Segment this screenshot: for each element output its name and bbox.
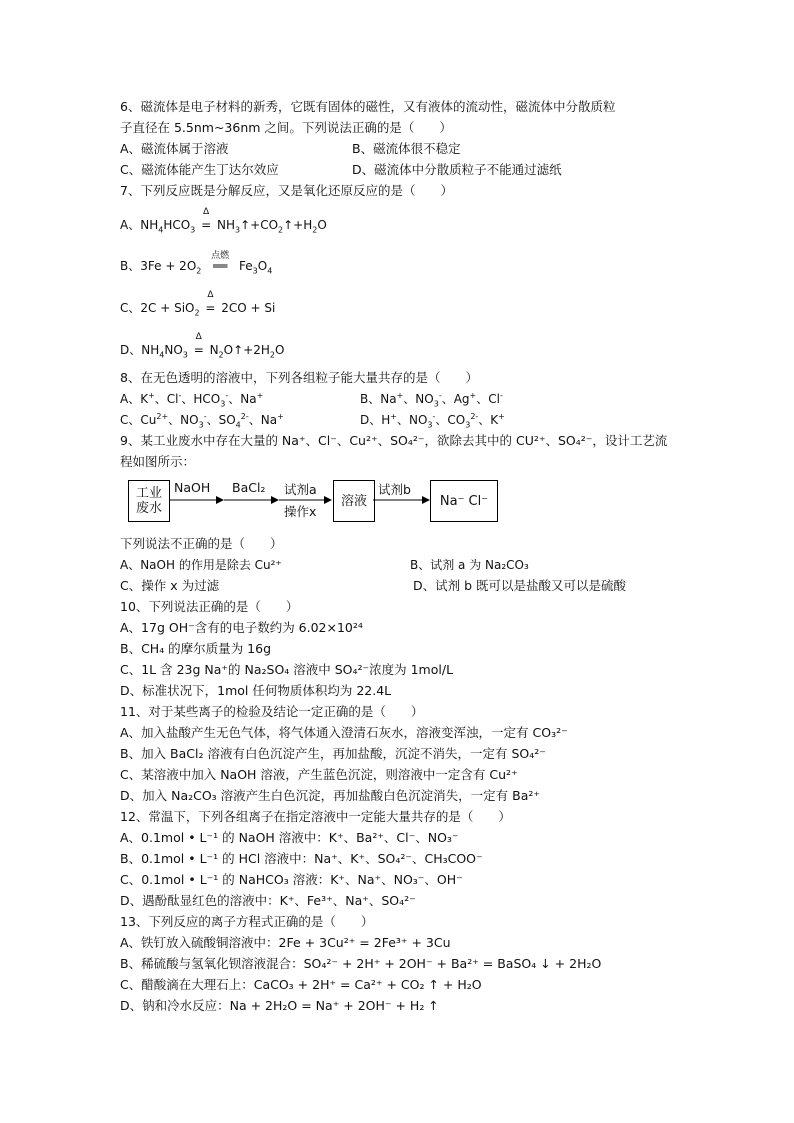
q6-option-a: A、磁流体属于溶液 bbox=[120, 141, 229, 156]
q11-stem: 11、对于某些离子的检验及结论一定正确的是（ ） bbox=[120, 704, 424, 719]
q12-option-b: B、0.1mol • L⁻¹ 的 HCl 溶液中：Na⁺、K⁺、SO₄²⁻、CH₃COO⁻ bbox=[120, 851, 483, 866]
q9-question: 下列说法不正确的是（ ） bbox=[120, 536, 283, 551]
q6-stem-line2: 子直径在 5.5nm~36nm 之间。下列说法正确的是（ ） bbox=[120, 120, 452, 135]
q8-option-d: D、H+、$NO_3^-$、$CO_3^{2-}$、K+ bbox=[360, 412, 505, 430]
q8-option-a: A、K+、Cl-、$HCO_3^-$、Na+ bbox=[120, 391, 264, 409]
q10-option-c: C、1L 含 23g Na⁺的 Na₂SO₄ 溶液中 SO₄²⁻浓度为 1mol/L bbox=[120, 662, 454, 677]
q6-option-c: C、磁流体能产生丁达尔效应 bbox=[120, 162, 279, 177]
q6-option-b: B、磁流体很不稳定 bbox=[352, 141, 461, 156]
heat-condition: Δ = bbox=[205, 290, 216, 315]
q13-option-b: B、稀硫酸与氢氧化钡溶液混合：SO₄²⁻ + 2H⁺ + 2OH⁻ + Ba²⁺ = BaSO₄ ↓ + 2H₂O bbox=[120, 956, 602, 971]
q13-option-d: D、钠和冷水反应：Na + 2H₂O = Na⁺ + 2OH⁻ + H₂ ↑ bbox=[120, 998, 439, 1013]
q12-option-d: D、遇酚酞显红色的溶液中：K⁺、Fe³⁺、Na⁺、SO₄²⁻ bbox=[120, 893, 416, 908]
flow-box1-line1: 工业 bbox=[135, 486, 162, 501]
q11-option-c: C、某溶液中加入 NaOH 溶液，产生蓝色沉淀，则溶液中一定含有 Cu²⁺ bbox=[120, 767, 518, 782]
q13-option-c: C、醋酸滴在大理石上：CaCO₃ + 2H⁺ = Ca²⁺ + CO₂ ↑ + H₂O bbox=[120, 977, 482, 992]
q6-option-d: D、磁流体中分散质粒子不能通过滤纸 bbox=[352, 162, 562, 177]
q7-stem: 7、下列反应既是分解反应，又是氧化还原反应的是（ ） bbox=[120, 183, 453, 198]
flow-box-product: Na⁻ Cl⁻ bbox=[430, 480, 498, 522]
q11-option-b: B、加入 BaCl₂ 溶液有白色沉淀产生，再加盐酸，沉淀不消失，一定有 SO₄²⁻ bbox=[120, 746, 546, 761]
q9-option-c: C、操作 x 为过滤 bbox=[120, 578, 220, 593]
q6-stem-line1: 6、磁流体是电子材料的新秀，它既有固体的磁性，又有液体的流动性，磁流体中分散质粒 bbox=[120, 99, 616, 114]
q12-option-c: C、0.1mol • L⁻¹ 的 NaHCO₃ 溶液：K⁺、Na⁺、NO₃⁻、OH⁻ bbox=[120, 872, 463, 887]
flow-step-reagent-a: 试剂a bbox=[284, 482, 317, 497]
q10-option-d: D、标准状况下，1mol 任何物质体积均为 22.4L bbox=[120, 683, 392, 698]
flow-step-bacl2: BaCl₂ bbox=[232, 480, 266, 495]
flow-box-solution: 溶液 bbox=[333, 480, 375, 522]
flow-step-operation-x: 操作x bbox=[284, 504, 317, 519]
ignite-condition: 点燃 ══ bbox=[211, 251, 230, 273]
process-flow-diagram bbox=[128, 476, 508, 524]
q9-option-d: D、试剂 b 既可以是盐酸又可以是硫酸 bbox=[413, 578, 627, 593]
q7-b-label: B、 bbox=[120, 259, 141, 273]
q9-stem-line1: 9、某工业废水中存在大量的 Na⁺、Cl⁻、Cu²⁺、SO₄²⁻，欲除去其中的 CU²⁺、SO₄²⁻，设计工艺流 bbox=[120, 433, 668, 448]
flow-box1-line2: 废水 bbox=[135, 501, 162, 516]
q8-option-c: C、$Cu^{2+}$、$NO_3^-$、$SO_4^{2-}$、Na+ bbox=[120, 412, 284, 430]
flow-step-naoh: NaOH bbox=[174, 480, 211, 495]
q7-option-b: B、$3Fe + 2O_2$ 点燃 ══ $Fe_3O_4$ bbox=[120, 251, 273, 276]
q12-option-a: A、0.1mol • L⁻¹ 的 NaOH 溶液中：K⁺、Ba²⁺、Cl⁻、NO₃⁻ bbox=[120, 830, 459, 845]
q7-a-label: A、 bbox=[120, 218, 141, 232]
heat-condition: Δ = bbox=[193, 332, 204, 357]
q11-option-d: D、加入 Na₂CO₃ 溶液产生白色沉淀，再加盐酸白色沉淀消失，一定有 Ba²⁺ bbox=[120, 788, 540, 803]
heat-condition: Δ = bbox=[201, 207, 212, 232]
q8-stem: 8、在无色透明的溶液中，下列各组粒子能大量共存的是（ ） bbox=[120, 370, 478, 385]
q10-option-a: A、17g OH⁻含有的电子数约为 6.02×10²⁴ bbox=[120, 620, 363, 635]
q7-option-c: C、2C + SiO$_2$ Δ = 2CO + Si bbox=[120, 290, 276, 318]
q9-option-a: A、NaOH 的作用是除去 Cu²⁺ bbox=[120, 558, 282, 572]
q13-option-a: A、铁钉放入硫酸铜溶液中：2Fe + 3Cu²⁺ = 2Fe³⁺ + 3Cu bbox=[120, 935, 451, 950]
q8-option-b: B、Na+、$NO_3^-$、Ag+、Cl- bbox=[360, 391, 503, 409]
q11-option-a: A、加入盐酸产生无色气体，将气体通入澄清石灰水，溶液变浑浊，一定有 CO₃²⁻ bbox=[120, 725, 568, 740]
q10-option-b: B、CH₄ 的摩尔质量为 16g bbox=[120, 641, 272, 656]
flow-step-reagent-b: 试剂b bbox=[378, 482, 411, 497]
q7-d-label: D、 bbox=[120, 343, 142, 357]
q10-stem: 10、下列说法正确的是（ ） bbox=[120, 599, 299, 614]
q7-c-label: C、 bbox=[120, 301, 141, 315]
q13-stem: 13、下列反应的离子方程式正确的是（ ） bbox=[120, 914, 374, 929]
q7-option-d: D、$NH_4NO_3$ Δ = $N_2O↑+2H_2O$ bbox=[120, 332, 285, 360]
q12-stem: 12、常温下，下列各组离子在指定溶液中一定能大量共存的是（ ） bbox=[120, 809, 511, 824]
q9-option-b: B、试剂 a 为 Na₂CO₃ bbox=[410, 558, 529, 572]
q9-stem-line2: 程如图所示： bbox=[120, 454, 196, 469]
q7-option-a: A、$NH_4HCO_3$ Δ = $NH_3↑+CO_2↑+H_2O$ bbox=[120, 207, 327, 235]
